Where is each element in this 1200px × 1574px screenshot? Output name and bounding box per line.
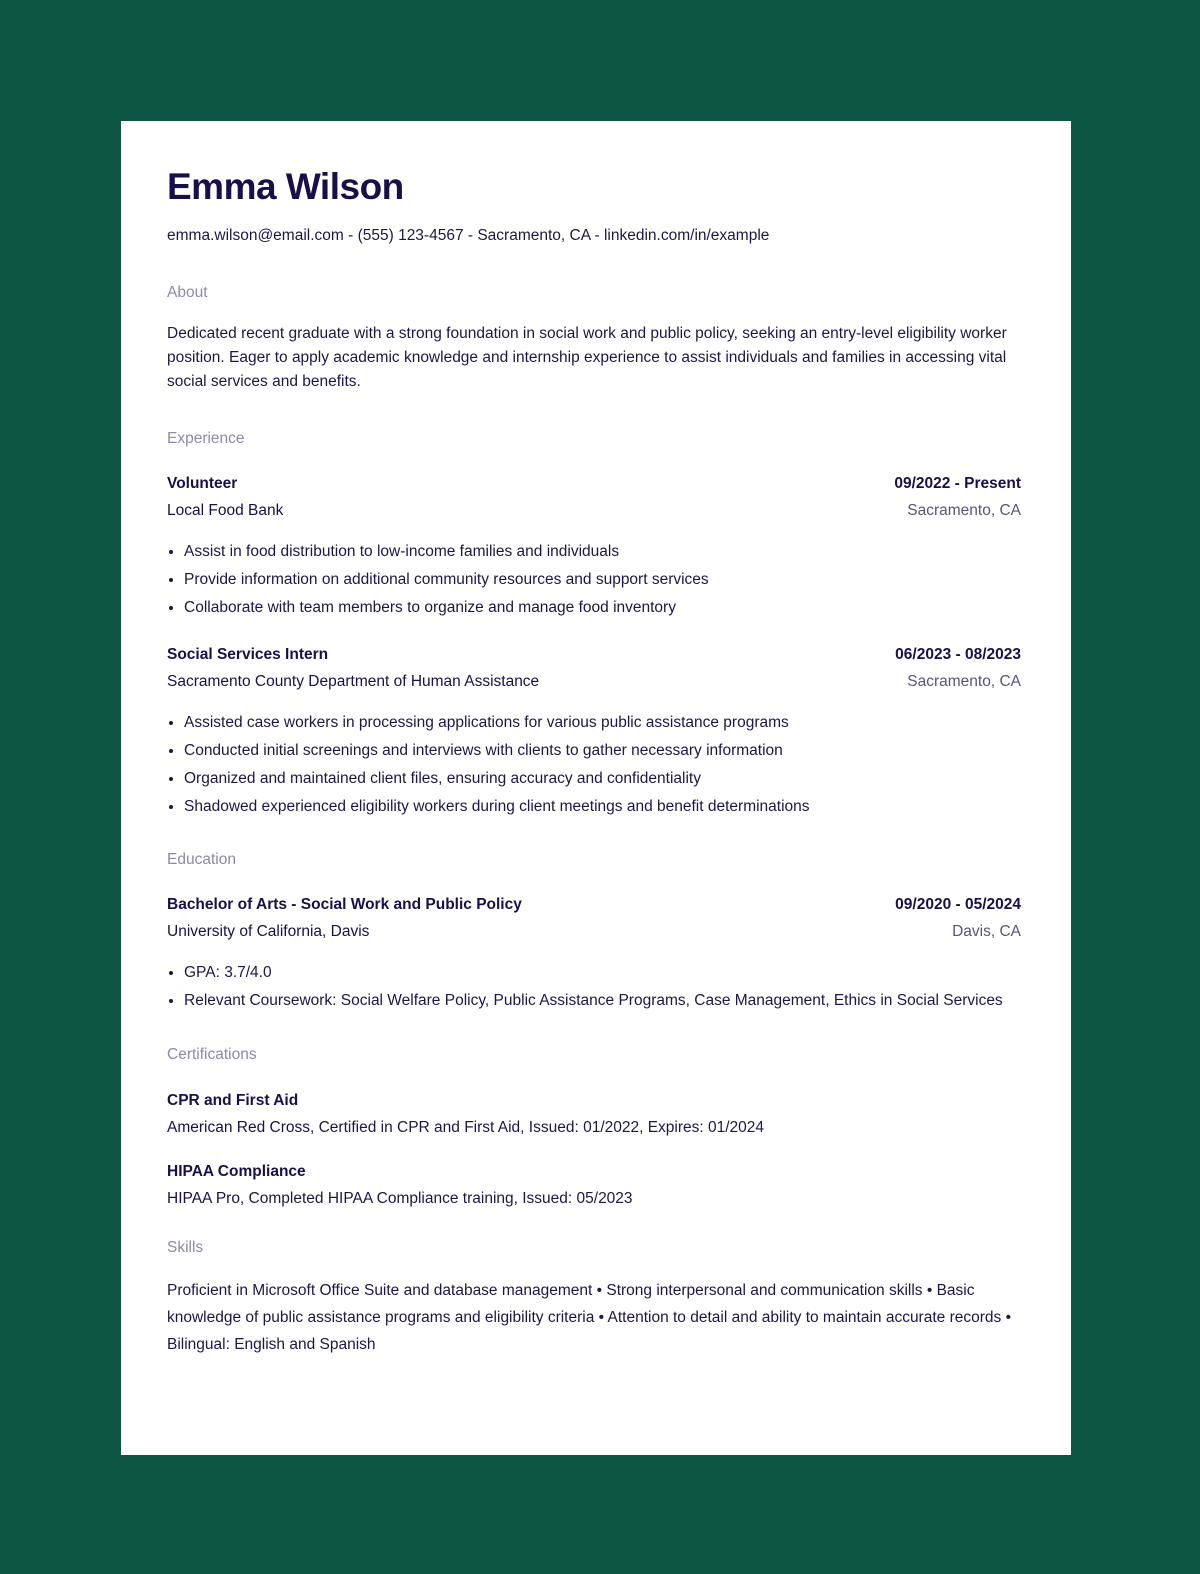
section-title-certifications: Certifications: [167, 1046, 257, 1063]
section-title-experience: Experience: [167, 430, 245, 447]
education-entry: [167, 895, 1021, 1015]
about-text: Dedicated recent graduate with a strong foundation in social work and public policy, seeking an entry-level eligibility worker position. Eager to apply academic knowledge and internship experience to assist individuals and families in accessing vital social services and benefits.: [167, 325, 1007, 390]
certification-name: HIPAA Compliance: [167, 1163, 306, 1180]
section-title-about: About: [167, 284, 208, 301]
job-bullets: [167, 709, 1021, 821]
list-item: • Conducted initial screenings and interviews with clients to gather necessary information: [184, 737, 1021, 765]
certification-detail: Certified in CPR and First Aid, Issued: 01/2022, Expires: 01/2024: [314, 1119, 765, 1136]
certification-detail-line: [167, 1185, 1021, 1212]
list-item: • GPA: 3.7/4.0: [184, 959, 1021, 987]
employer: Local Food Bank: [167, 502, 284, 519]
experience-entry: [167, 474, 1021, 622]
certification-entry: [167, 1087, 1021, 1141]
entry-subheader-row: [167, 922, 1021, 942]
certification-issuer: American Red Cross,: [167, 1119, 315, 1136]
employer: Sacramento County Department of Human Assistance: [167, 673, 540, 690]
degree: Bachelor of Arts - Social Work and Public Policy: [167, 896, 522, 913]
certification-entry: [167, 1158, 1021, 1212]
list-item: • Relevant Coursework: Social Welfare Policy, Public Assistance Programs, Case Management, Ethics in Social Services: [184, 987, 1021, 1015]
entry-header-row: [167, 474, 1021, 494]
job-location: Sacramento, CA: [907, 502, 1021, 519]
job-location: Sacramento, CA: [907, 673, 1021, 690]
experience-entry: [167, 645, 1021, 821]
education-bullets: [167, 959, 1021, 1015]
certification-issuer: HIPAA Pro,: [167, 1190, 245, 1207]
school: University of California, Davis: [167, 923, 370, 940]
entry-subheader-row: [167, 672, 1021, 692]
education-dates: 09/2020 - 05/2024: [895, 896, 1021, 913]
education-location: Davis, CA: [952, 923, 1021, 940]
section-title-skills: Skills: [167, 1239, 204, 1256]
certification-detail-line: [167, 1114, 1021, 1141]
list-item: • Organized and maintained client files, ensuring accuracy and confidentiality: [184, 765, 1021, 793]
entry-subheader-row: [167, 501, 1021, 521]
job-title: Social Services Intern: [167, 646, 329, 663]
resume-page: [121, 121, 1071, 1455]
list-item: • Assisted case workers in processing applications for various public assistance programs: [184, 709, 1021, 737]
skills-text: Proficient in Microsoft Office Suite and database management • Strong interpersonal and communication skills • Basic knowledge of public assistance programs and eligibility criteria • Attention to detail and ability to maintain accurate records • Bilingual: English and Spanish: [167, 1282, 1011, 1353]
job-title: Volunteer: [167, 475, 238, 492]
list-item: • Provide information on additional community resources and support services: [184, 566, 1021, 594]
list-item: • Collaborate with team members to organize and manage food inventory: [184, 594, 1021, 622]
job-bullets: [167, 538, 1021, 622]
job-dates: 06/2023 - 08/2023: [895, 646, 1021, 663]
candidate-name: Emma Wilson: [167, 166, 404, 207]
entry-header-row: [167, 895, 1021, 915]
entry-header-row: [167, 645, 1021, 665]
job-dates: 09/2022 - Present: [894, 475, 1021, 492]
certification-name: CPR and First Aid: [167, 1092, 299, 1109]
certification-detail: Completed HIPAA Compliance training, Issued: 05/2023: [244, 1190, 633, 1207]
list-item: • Assist in food distribution to low-income families and individuals: [184, 538, 1021, 566]
list-item: • Shadowed experienced eligibility workers during client meetings and benefit determinations: [184, 793, 1021, 821]
section-title-education: Education: [167, 851, 236, 868]
contact-line: emma.wilson@email.com - (555) 123-4567 - Sacramento, CA - linkedin.com/in/example: [167, 227, 770, 244]
